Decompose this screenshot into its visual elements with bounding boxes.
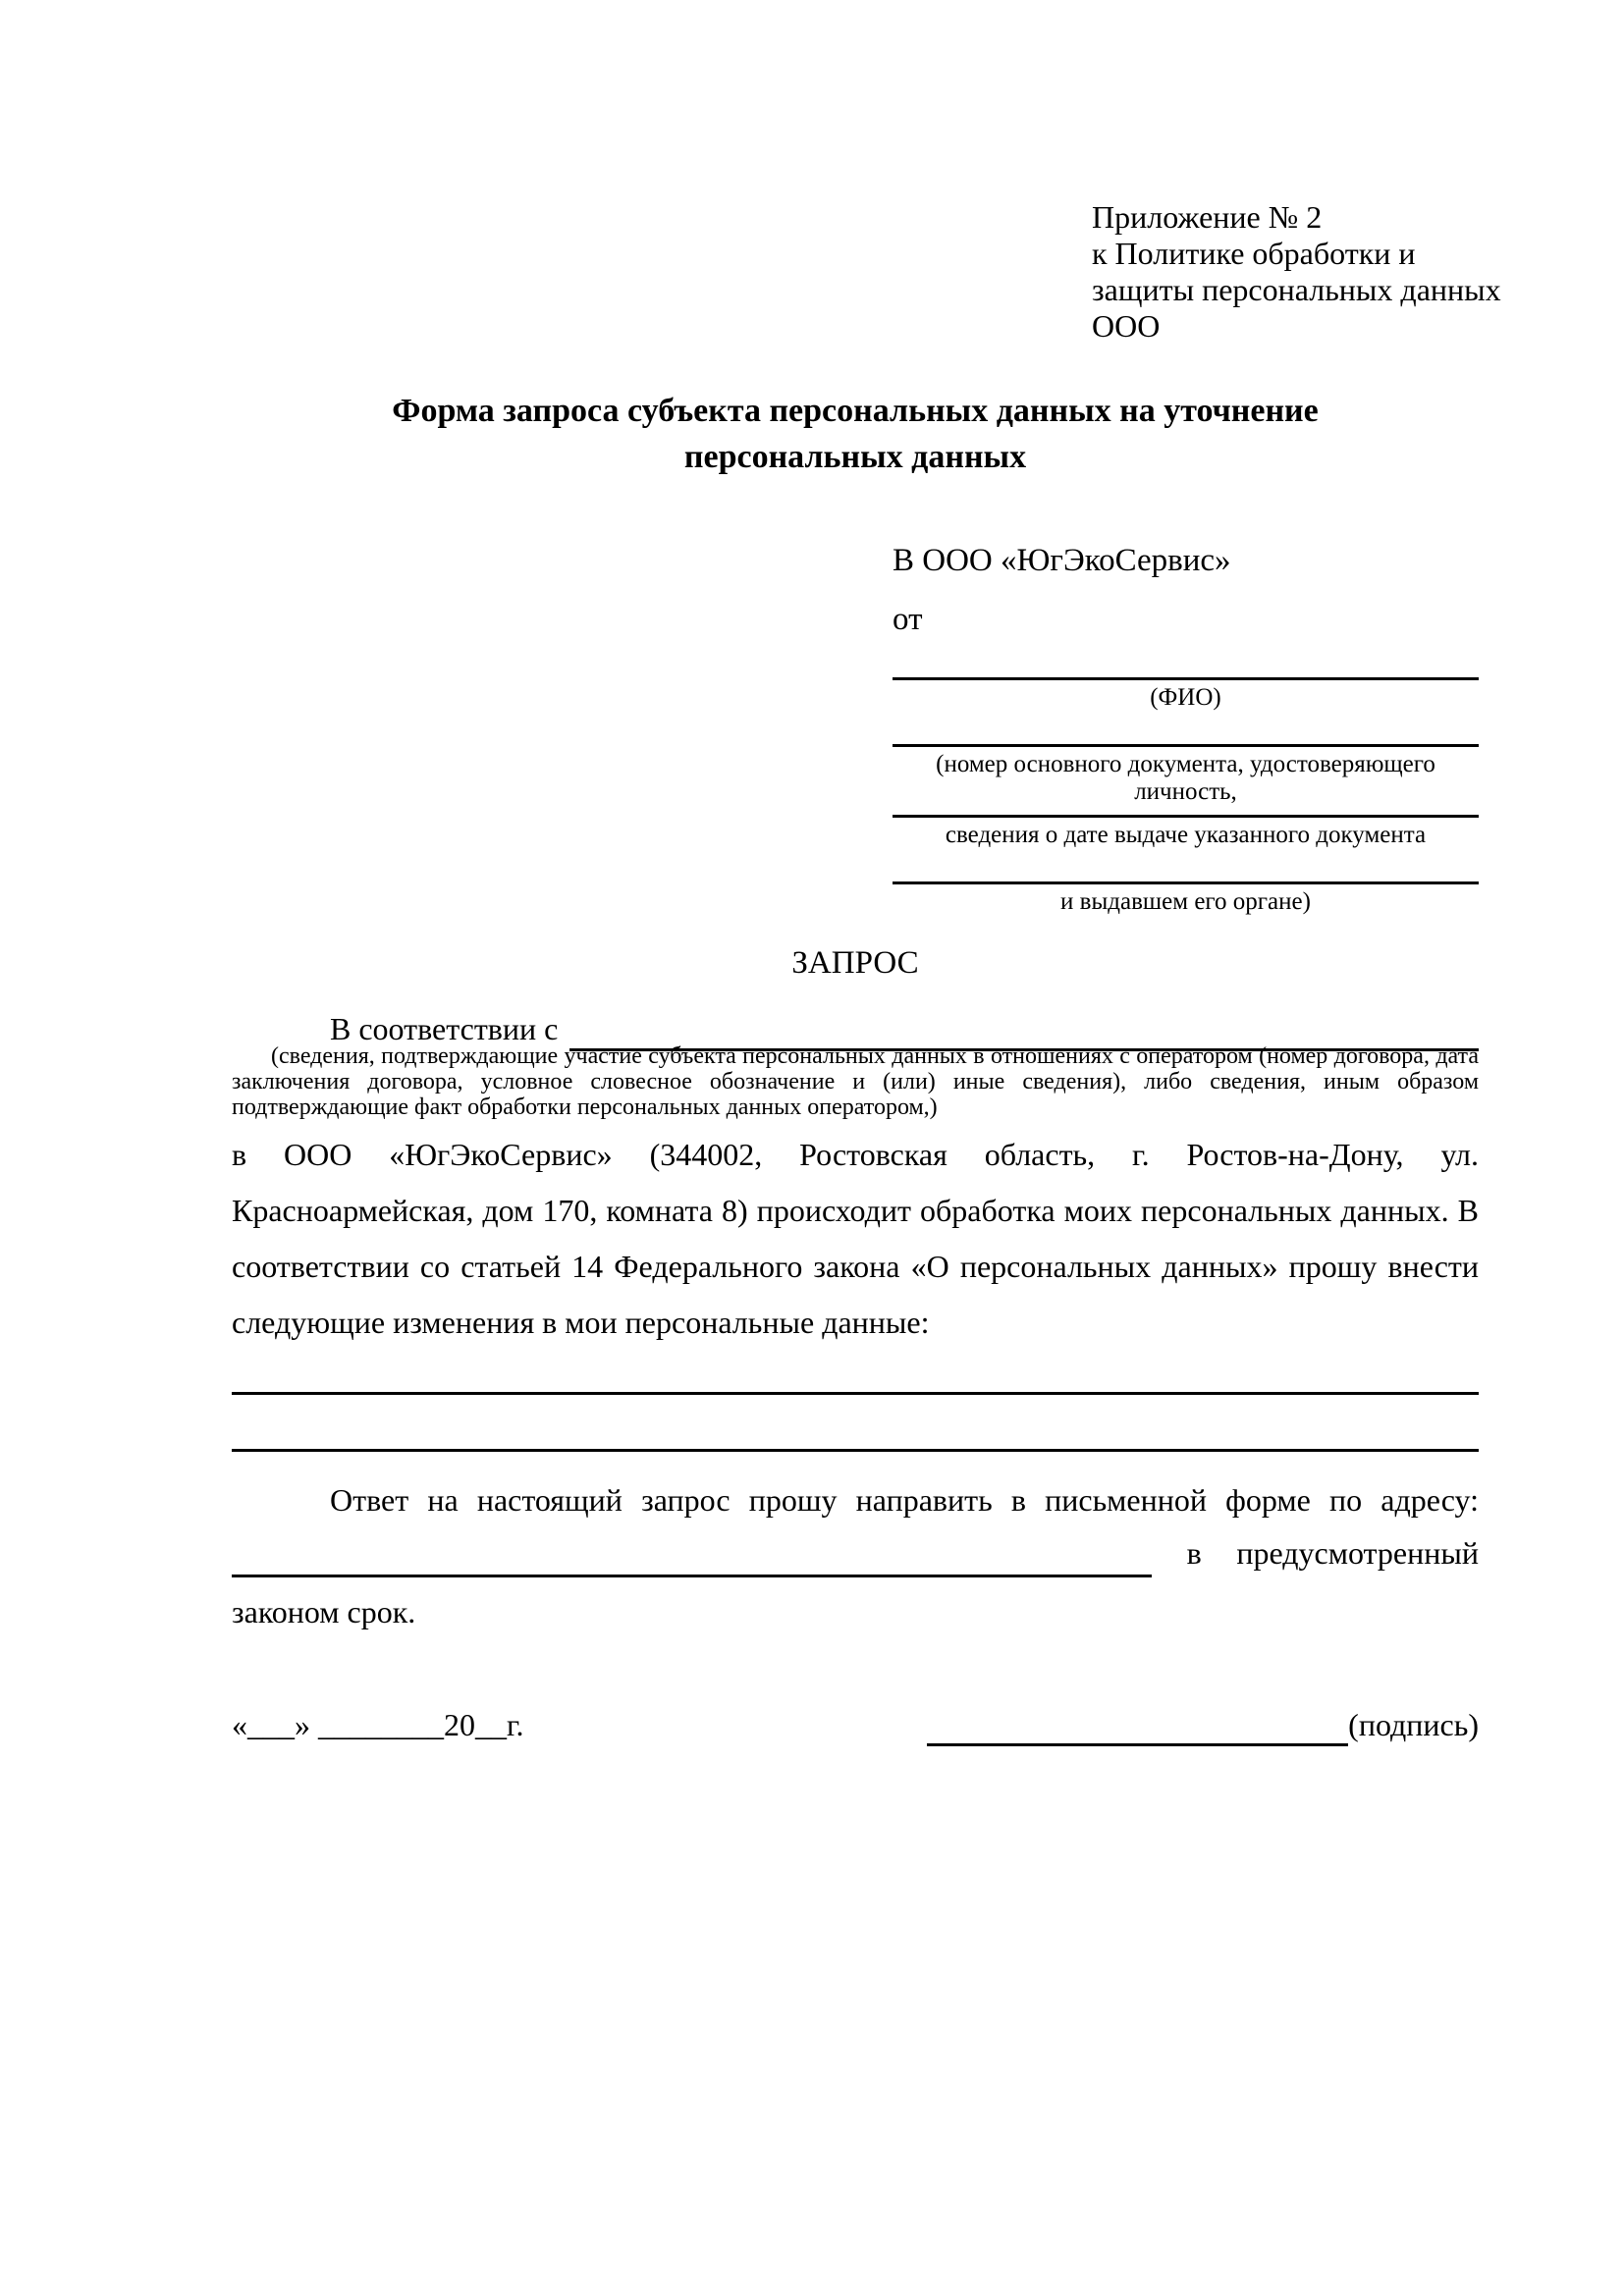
document-number-field bbox=[893, 744, 1479, 806]
request-heading: ЗАПРОС bbox=[791, 945, 919, 981]
response-address-row bbox=[232, 1528, 1479, 1577]
issue-date-caption: сведения о дате выдаче указанного документа bbox=[945, 822, 1427, 848]
document-title-line: Форма запроса субъекта персональных данных на уточнение bbox=[392, 393, 1319, 429]
accordance-lead: В соответствии с bbox=[330, 1011, 559, 1046]
issuing-authority-field bbox=[893, 881, 1479, 916]
address-fill-line[interactable] bbox=[232, 1531, 1152, 1577]
fio-field bbox=[893, 677, 1479, 712]
addressee-from-label: от bbox=[893, 602, 923, 637]
response-mid-word: предусмотренный bbox=[1236, 1535, 1479, 1571]
signature-row bbox=[927, 1703, 1479, 1746]
annex-note-line: защиты персональных данных bbox=[1092, 272, 1501, 307]
annex-note bbox=[1092, 199, 1501, 345]
issuing-authority-fill-line[interactable] bbox=[893, 881, 1479, 884]
issue-date-fill-line[interactable] bbox=[893, 815, 1479, 818]
response-mid-word: в bbox=[1186, 1535, 1202, 1571]
document-number-caption: (номер основного документа, удостоверяющего личность, bbox=[936, 751, 1435, 805]
document-title-line: персональных данных bbox=[683, 439, 1027, 475]
signature-caption: (подпись) bbox=[1348, 1707, 1479, 1742]
annex-note-line: Приложение № 2 bbox=[1092, 199, 1323, 235]
response-lead: Ответ на настоящий запрос прошу направить в письменной форме по адресу: bbox=[330, 1482, 1479, 1518]
issue-date-field bbox=[893, 815, 1479, 849]
document-number-fill-line[interactable] bbox=[893, 744, 1479, 747]
fio-fill-line[interactable] bbox=[893, 677, 1479, 680]
signature-fill-line[interactable] bbox=[927, 1704, 1348, 1746]
response-tail: законом срок. bbox=[232, 1594, 416, 1629]
annex-note-line: к Политике обработки и bbox=[1092, 236, 1416, 271]
accordance-note: (сведения, подтверждающие участие субъекта персональных данных в отношениях с оператором (номер договора, дата заключения договора, условное словесное обозначение и (или) иные сведения), либо сведения, иным образом подтверждающие факт обработки персональных данных оператором,) bbox=[232, 1043, 1479, 1120]
body-paragraph: в ООО «ЮгЭкоСервис» (344002, Ростовская область, г. Ростов-на-Дону, ул. Красноармейская, дом 170, комната 8) происходит обработка моих персональных данных. В соответствии со статьей 14 Федерального закона «О персональных данных» прошу внести следующие изменения в мои персональные данные: bbox=[232, 1137, 1479, 1340]
document-title bbox=[232, 388, 1479, 480]
changes-fill-line-2[interactable] bbox=[232, 1449, 1479, 1452]
annex-note-line: ООО bbox=[1092, 308, 1161, 344]
date-fill-text[interactable]: «___» ________20__г. bbox=[232, 1707, 524, 1742]
fio-caption: (ФИО) bbox=[1150, 684, 1221, 711]
changes-fill-line-1[interactable] bbox=[232, 1392, 1479, 1395]
issuing-authority-caption: и выдавшем его органе) bbox=[1060, 888, 1311, 915]
addressee-to: В ООО «ЮгЭкоСервис» bbox=[893, 543, 1231, 578]
